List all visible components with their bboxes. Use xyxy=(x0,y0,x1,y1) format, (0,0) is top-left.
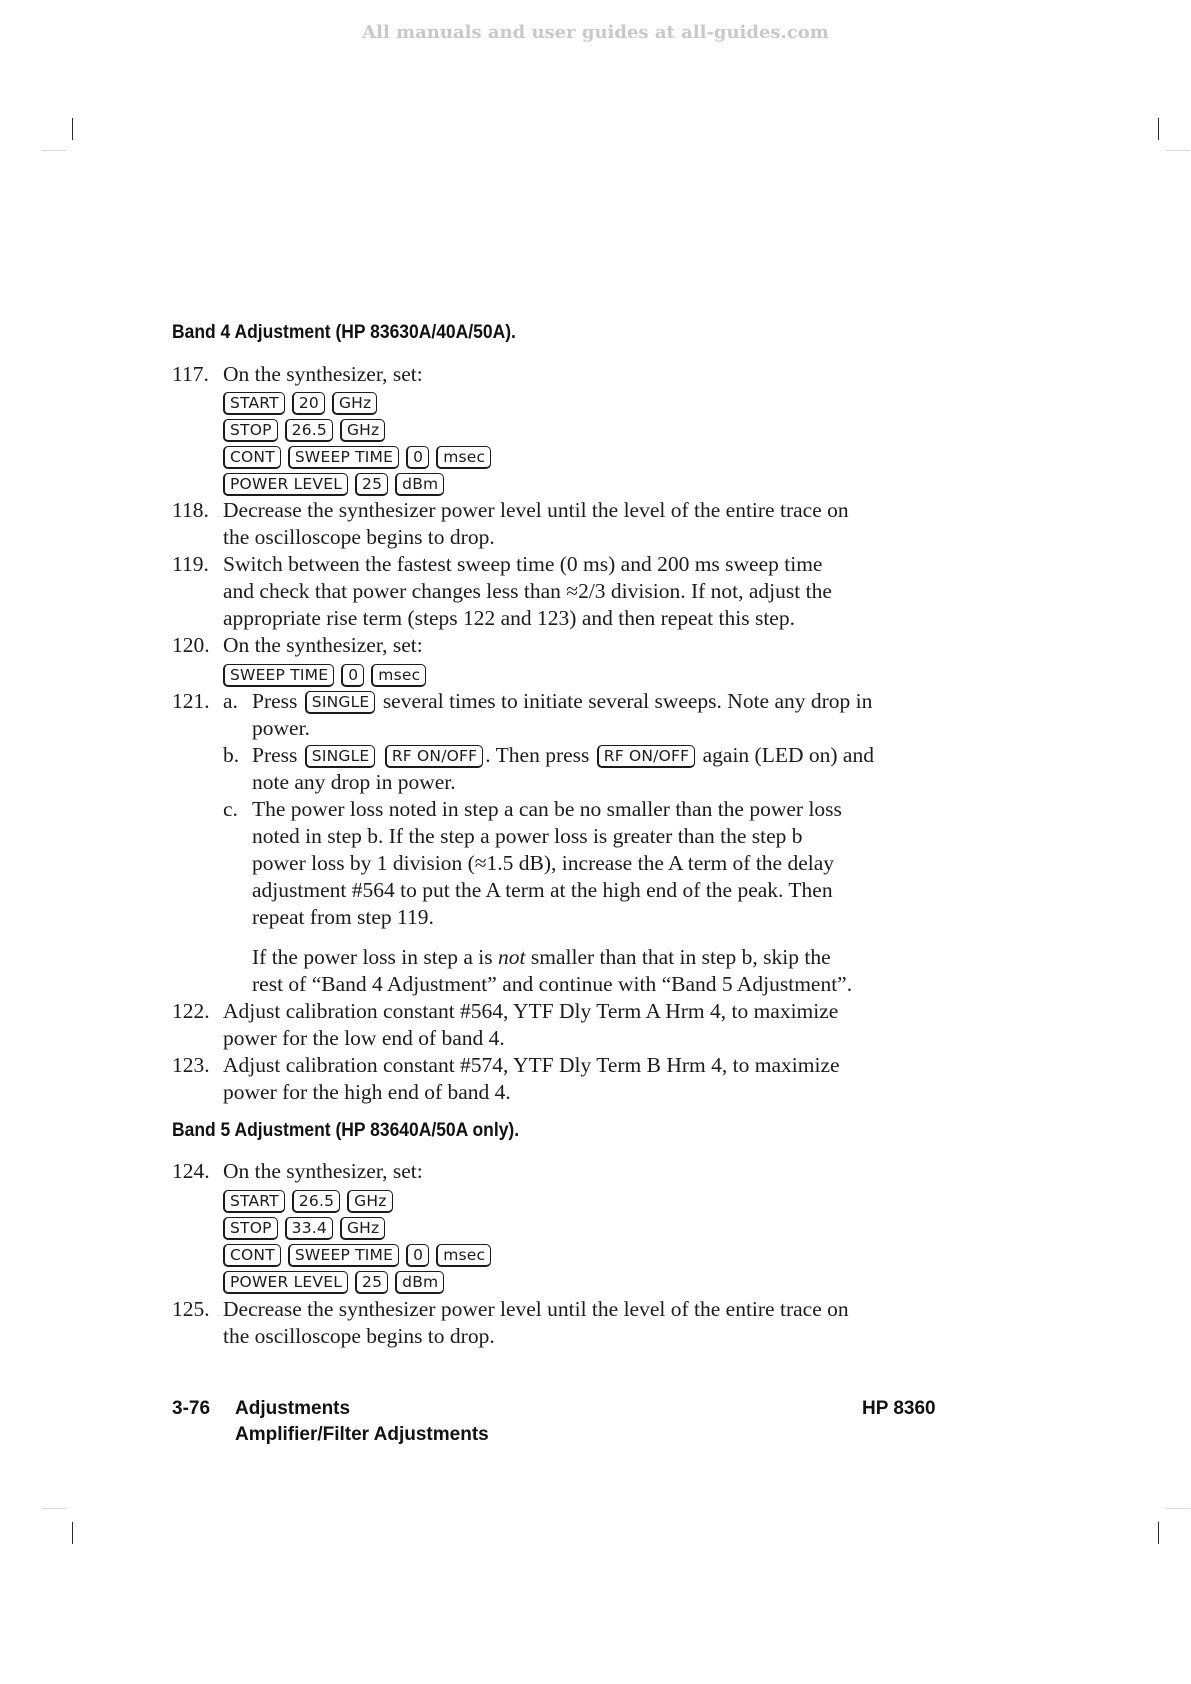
text-run: Press xyxy=(252,689,298,713)
step-text: Adjust calibration constant #574, YTF Dly Term B Hrm 4, to maximize xyxy=(223,1053,840,1077)
unit-key[interactable]: GHz xyxy=(347,1190,392,1213)
band4-heading: Band 4 Adjustment (HP 83630A/40A/50A). xyxy=(172,322,516,343)
step-124 xyxy=(172,1158,952,1185)
step-121b-cont xyxy=(172,769,952,796)
page-footer-left xyxy=(172,1398,350,1420)
single-key[interactable]: SINGLE xyxy=(305,745,376,768)
key-sequence xyxy=(223,417,385,443)
step-121c-cont xyxy=(172,823,952,850)
step-121b xyxy=(172,742,952,769)
step-122 xyxy=(172,998,952,1025)
key-sequence xyxy=(223,662,426,688)
step-125-cont xyxy=(172,1323,952,1350)
start-key[interactable]: START xyxy=(223,1190,285,1213)
unit-key[interactable]: GHz xyxy=(340,419,385,442)
power-level-key[interactable]: POWER LEVEL xyxy=(223,1271,348,1294)
step-119-cont xyxy=(172,605,952,632)
note-text: rest of “Band 4 Adjustment” and continue with “Band 5 Adjustment”. xyxy=(252,972,853,996)
step-text: the oscilloscope begins to drop. xyxy=(223,1324,495,1348)
step-text: power. xyxy=(252,716,310,740)
value-key[interactable]: 25 xyxy=(355,1271,388,1294)
step-text: Switch between the fastest sweep time (0 ms) and 200 ms sweep time xyxy=(223,552,823,576)
crop-mark xyxy=(1158,118,1159,140)
step-text: note any drop in power. xyxy=(252,770,456,794)
sweep-time-key[interactable]: SWEEP TIME xyxy=(223,664,334,687)
step-text: On the synthesizer, set: xyxy=(223,362,423,386)
key-sequence xyxy=(223,1269,444,1295)
value-key[interactable]: 33.4 xyxy=(285,1217,333,1240)
step-122-cont xyxy=(172,1025,952,1052)
unit-key[interactable]: msec xyxy=(371,664,426,687)
note xyxy=(172,944,952,971)
step-number: 118. xyxy=(172,498,209,522)
rf-on-off-key[interactable]: RF ON/OFF xyxy=(597,745,695,768)
crop-mark xyxy=(72,118,73,140)
text-run: several times to initiate several sweeps. Note any drop in xyxy=(382,689,873,713)
step-number: 124. xyxy=(172,1159,210,1183)
value-key[interactable]: 25 xyxy=(355,473,388,496)
crop-mark xyxy=(42,1508,66,1509)
note-cont xyxy=(172,971,952,998)
substep-label: b. xyxy=(223,743,240,767)
unit-key[interactable]: msec xyxy=(436,446,491,469)
step-number: 123. xyxy=(172,1053,210,1077)
step-text: On the synthesizer, set: xyxy=(223,633,423,657)
stop-key[interactable]: STOP xyxy=(223,1217,278,1240)
step-text: On the synthesizer, set: xyxy=(223,1159,423,1183)
step-121c-cont xyxy=(172,904,952,931)
unit-key[interactable]: GHz xyxy=(340,1217,385,1240)
section-title: Amplifier/Filter Adjustments xyxy=(235,1424,489,1445)
text-run: Press xyxy=(252,743,298,767)
step-number: 120. xyxy=(172,633,210,657)
step-number: 119. xyxy=(172,552,209,576)
crop-mark xyxy=(1158,1522,1159,1544)
single-key[interactable]: SINGLE xyxy=(305,691,376,714)
value-key[interactable]: 26.5 xyxy=(285,419,333,442)
substep-label: a. xyxy=(223,689,238,713)
page-number: 3-76 xyxy=(172,1398,211,1419)
step-118 xyxy=(172,497,952,524)
step-123 xyxy=(172,1052,952,1079)
step-text: adjustment #564 to put the A term at the high end of the peak. Then xyxy=(252,878,833,902)
step-121c xyxy=(172,796,952,823)
step-text: power loss by 1 division (≈1.5 dB), increase the A term of the delay xyxy=(252,851,835,875)
emphasis: not xyxy=(498,945,526,969)
rf-on-off-key[interactable]: RF ON/OFF xyxy=(385,745,483,768)
key-sequence xyxy=(223,1188,393,1214)
step-121a xyxy=(172,688,952,715)
step-text xyxy=(252,688,872,715)
step-text: Decrease the synthesizer power level until the level of the entire trace on xyxy=(223,498,849,522)
step-text: repeat from step 119. xyxy=(252,905,434,929)
cont-key[interactable]: CONT xyxy=(223,446,281,469)
step-number: 125. xyxy=(172,1297,210,1321)
value-key[interactable]: 0 xyxy=(341,664,364,687)
unit-key[interactable]: GHz xyxy=(332,392,377,415)
text-run: again (LED on) and xyxy=(702,743,874,767)
unit-key[interactable]: dBm xyxy=(395,1271,444,1294)
step-number: 117. xyxy=(172,362,209,386)
text-run: . Then press xyxy=(485,743,590,767)
key-sequence xyxy=(223,1242,491,1268)
chapter-title: Adjustments xyxy=(235,1398,351,1419)
band5-heading: Band 5 Adjustment (HP 83640A/50A only). xyxy=(172,1120,520,1141)
model-name: HP 8360 xyxy=(862,1398,936,1419)
step-text: power for the low end of band 4. xyxy=(223,1026,505,1050)
step-119-cont xyxy=(172,578,952,605)
crop-mark xyxy=(1166,1508,1190,1509)
step-text: power for the high end of band 4. xyxy=(223,1080,511,1104)
step-121c-cont xyxy=(172,877,952,904)
text-run: If the power loss in step a is xyxy=(252,945,493,969)
step-121a-cont xyxy=(172,715,952,742)
sweep-time-key[interactable]: SWEEP TIME xyxy=(288,446,399,469)
value-key[interactable]: 0 xyxy=(406,1244,429,1267)
step-118-cont xyxy=(172,524,952,551)
crop-mark xyxy=(42,150,66,151)
step-text: Adjust calibration constant #564, YTF Dly Term A Hrm 4, to maximize xyxy=(223,999,839,1023)
value-key[interactable]: 26.5 xyxy=(292,1190,340,1213)
key-sequence xyxy=(223,1215,385,1241)
sweep-time-key[interactable]: SWEEP TIME xyxy=(288,1244,399,1267)
value-key[interactable]: 20 xyxy=(292,392,325,415)
start-key[interactable]: START xyxy=(223,392,285,415)
unit-key[interactable]: dBm xyxy=(395,473,444,496)
key-sequence xyxy=(223,390,377,416)
substep-label: c. xyxy=(223,797,238,821)
stop-key[interactable]: STOP xyxy=(223,419,278,442)
step-number: 122. xyxy=(172,999,210,1023)
key-sequence xyxy=(223,444,491,470)
step-125 xyxy=(172,1296,952,1323)
text-run: smaller than that in step b, skip the xyxy=(530,945,831,969)
step-text: The power loss noted in step a can be no smaller than the power loss xyxy=(252,797,842,821)
crop-mark xyxy=(1166,150,1190,151)
step-text: Decrease the synthesizer power level until the level of the entire trace on xyxy=(223,1297,849,1321)
step-123-cont xyxy=(172,1079,952,1106)
note-text xyxy=(252,944,831,971)
cont-key[interactable]: CONT xyxy=(223,1244,281,1267)
step-text xyxy=(252,742,874,769)
step-117 xyxy=(172,361,952,388)
step-119 xyxy=(172,551,952,578)
step-number: 121. xyxy=(172,689,210,713)
step-text: noted in step b. If the step a power loss is greater than the step b xyxy=(252,824,803,848)
step-121c-cont xyxy=(172,850,952,877)
step-120 xyxy=(172,632,952,659)
value-key[interactable]: 0 xyxy=(406,446,429,469)
step-text: and check that power changes less than ≈2/3 division. If not, adjust the xyxy=(223,579,832,603)
key-sequence xyxy=(223,471,444,497)
crop-mark xyxy=(72,1522,73,1544)
step-text: the oscilloscope begins to drop. xyxy=(223,525,495,549)
watermark: All manuals and user guides at all-guides.com xyxy=(362,22,829,43)
step-text: appropriate rise term (steps 122 and 123) and then repeat this step. xyxy=(223,606,795,630)
power-level-key[interactable]: POWER LEVEL xyxy=(223,473,348,496)
unit-key[interactable]: msec xyxy=(436,1244,491,1267)
